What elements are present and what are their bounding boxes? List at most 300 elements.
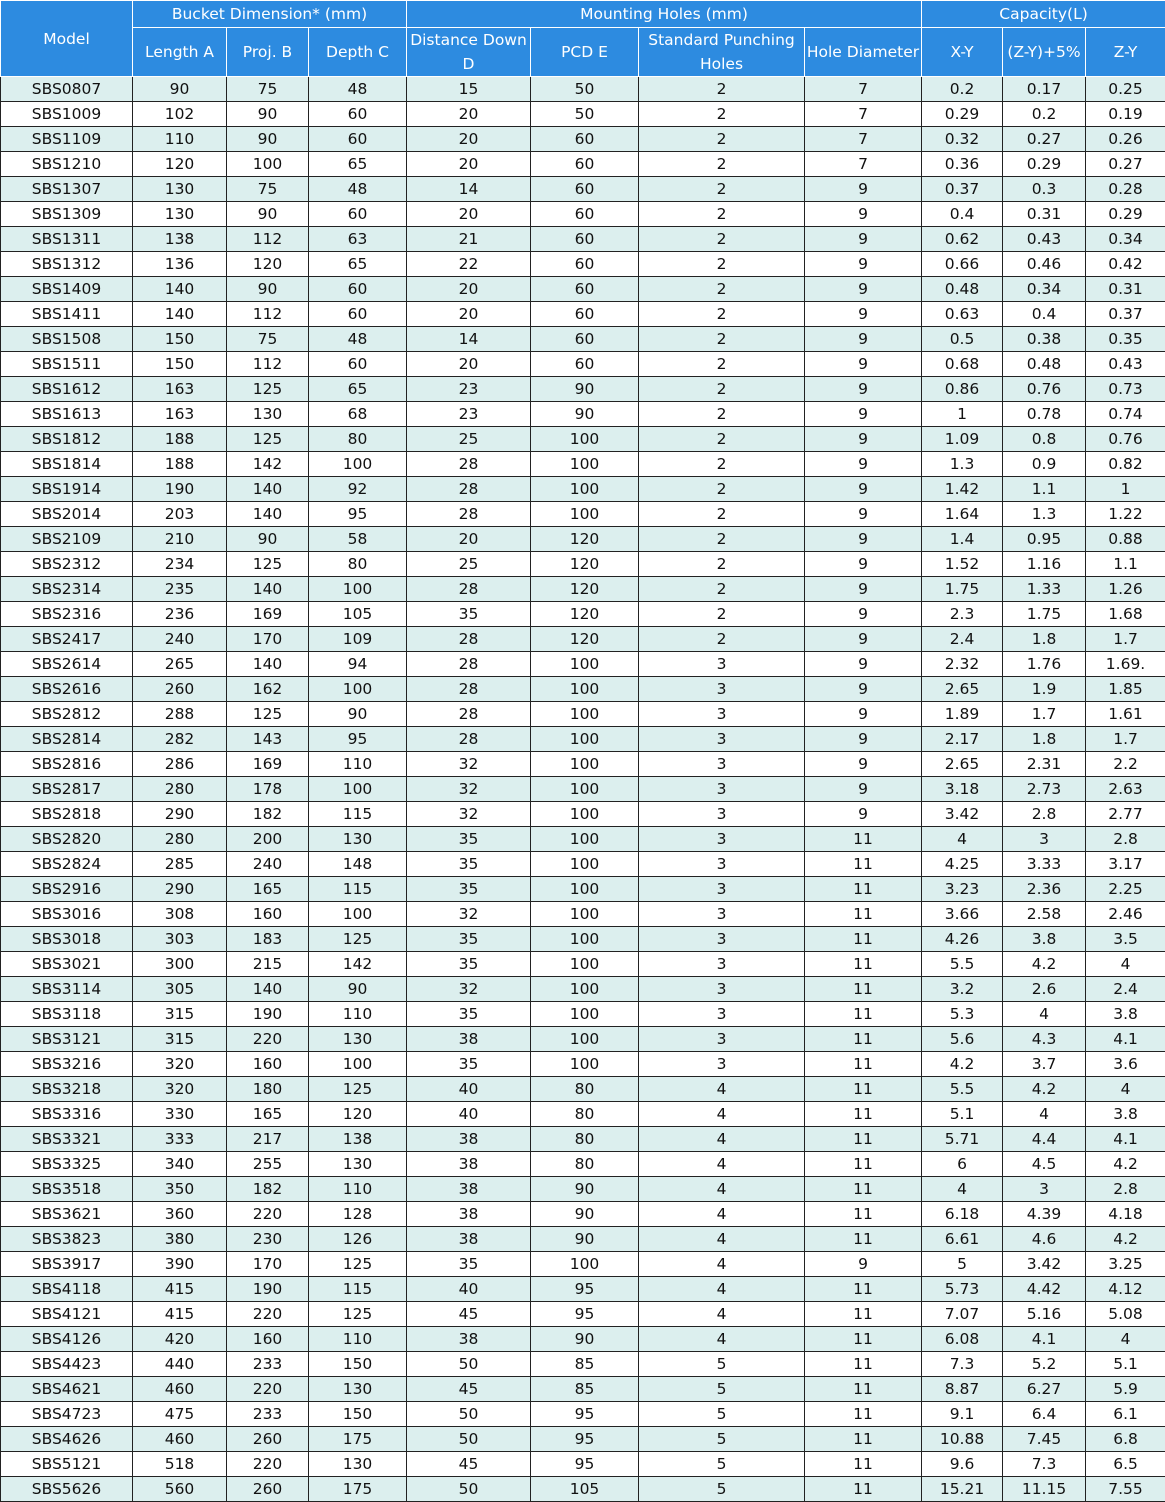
cell-punching-holes: 3: [639, 677, 805, 702]
cell-capacity-z-y-plus-5: 5.16: [1003, 1302, 1086, 1327]
cell-punching-holes: 5: [639, 1477, 805, 1502]
cell-distance-down-d: 23: [407, 402, 531, 427]
cell-capacity-x-y: 1.52: [922, 552, 1003, 577]
cell-length-a: 150: [133, 327, 227, 352]
cell-punching-holes: 3: [639, 852, 805, 877]
cell-distance-down-d: 28: [407, 477, 531, 502]
cell-model: SBS3216: [1, 1052, 133, 1077]
cell-proj-b: 140: [227, 477, 309, 502]
cell-pcd-e: 90: [531, 1202, 639, 1227]
table-row: [1, 677, 1165, 702]
cell-depth-c: 48: [309, 327, 407, 352]
cell-proj-b: 200: [227, 827, 309, 852]
cell-depth-c: 100: [309, 1052, 407, 1077]
cell-punching-holes: 3: [639, 727, 805, 752]
cell-model: SBS2312: [1, 552, 133, 577]
cell-capacity-z-y: 2.8: [1086, 1177, 1165, 1202]
cell-length-a: 90: [133, 77, 227, 102]
cell-hole-diameter: 11: [805, 1352, 922, 1377]
cell-capacity-z-y-plus-5: 4: [1003, 1102, 1086, 1127]
cell-capacity-z-y: 1.61: [1086, 702, 1165, 727]
cell-capacity-x-y: 3.18: [922, 777, 1003, 802]
cell-model: SBS4423: [1, 1352, 133, 1377]
cell-punching-holes: 2: [639, 402, 805, 427]
cell-capacity-z-y-plus-5: 0.29: [1003, 152, 1086, 177]
cell-length-a: 163: [133, 377, 227, 402]
cell-capacity-z-y: 1.22: [1086, 502, 1165, 527]
cell-capacity-z-y-plus-5: 1.33: [1003, 577, 1086, 602]
cell-capacity-z-y: 1.1: [1086, 552, 1165, 577]
cell-length-a: 110: [133, 127, 227, 152]
cell-pcd-e: 120: [531, 527, 639, 552]
cell-punching-holes: 3: [639, 902, 805, 927]
cell-proj-b: 260: [227, 1477, 309, 1502]
cell-pcd-e: 100: [531, 802, 639, 827]
header-distance-down-d: Distance Down D: [407, 28, 531, 77]
cell-hole-diameter: 11: [805, 952, 922, 977]
header-length-a: Length A: [133, 28, 227, 77]
cell-pcd-e: 120: [531, 552, 639, 577]
cell-distance-down-d: 45: [407, 1452, 531, 1477]
cell-capacity-x-y: 0.48: [922, 277, 1003, 302]
cell-capacity-x-y: 0.4: [922, 202, 1003, 227]
table-row: [1, 627, 1165, 652]
table-row: [1, 1102, 1165, 1127]
cell-hole-diameter: 11: [805, 1427, 922, 1452]
cell-capacity-z-y-plus-5: 3.42: [1003, 1252, 1086, 1277]
cell-depth-c: 115: [309, 1277, 407, 1302]
table-body: [1, 77, 1165, 1502]
cell-punching-holes: 2: [639, 477, 805, 502]
cell-model: SBS2814: [1, 727, 133, 752]
cell-model: SBS3218: [1, 1077, 133, 1102]
cell-distance-down-d: 40: [407, 1102, 531, 1127]
cell-depth-c: 110: [309, 1002, 407, 1027]
cell-capacity-z-y-plus-5: 0.46: [1003, 252, 1086, 277]
cell-distance-down-d: 28: [407, 652, 531, 677]
cell-capacity-x-y: 0.5: [922, 327, 1003, 352]
cell-pcd-e: 120: [531, 577, 639, 602]
cell-pcd-e: 60: [531, 252, 639, 277]
table-row: [1, 952, 1165, 977]
cell-proj-b: 220: [227, 1452, 309, 1477]
cell-capacity-z-y-plus-5: 4.1: [1003, 1327, 1086, 1352]
cell-model: SBS4723: [1, 1402, 133, 1427]
cell-capacity-z-y: 0.25: [1086, 77, 1165, 102]
cell-punching-holes: 3: [639, 802, 805, 827]
cell-capacity-z-y-plus-5: 2.6: [1003, 977, 1086, 1002]
cell-proj-b: 169: [227, 602, 309, 627]
cell-hole-diameter: 11: [805, 1077, 922, 1102]
cell-capacity-z-y: 0.43: [1086, 352, 1165, 377]
table-row: [1, 1477, 1165, 1502]
cell-capacity-z-y-plus-5: 4: [1003, 1002, 1086, 1027]
cell-length-a: 203: [133, 502, 227, 527]
cell-capacity-z-y: 1.7: [1086, 627, 1165, 652]
cell-capacity-z-y: 0.82: [1086, 452, 1165, 477]
cell-punching-holes: 3: [639, 1027, 805, 1052]
cell-punching-holes: 2: [639, 452, 805, 477]
cell-capacity-z-y: 2.4: [1086, 977, 1165, 1002]
cell-capacity-z-y-plus-5: 3.33: [1003, 852, 1086, 877]
cell-punching-holes: 3: [639, 877, 805, 902]
cell-distance-down-d: 28: [407, 452, 531, 477]
header-capacity-x-y: X-Y: [922, 28, 1003, 77]
table-row: [1, 1077, 1165, 1102]
cell-pcd-e: 100: [531, 927, 639, 952]
table-row: [1, 1277, 1165, 1302]
cell-depth-c: 95: [309, 502, 407, 527]
table-row: [1, 602, 1165, 627]
cell-capacity-z-y-plus-5: 3: [1003, 1177, 1086, 1202]
cell-hole-diameter: 9: [805, 602, 922, 627]
cell-punching-holes: 4: [639, 1202, 805, 1227]
cell-punching-holes: 3: [639, 927, 805, 952]
cell-pcd-e: 100: [531, 652, 639, 677]
cell-distance-down-d: 50: [407, 1427, 531, 1452]
cell-depth-c: 60: [309, 352, 407, 377]
cell-distance-down-d: 28: [407, 502, 531, 527]
cell-depth-c: 126: [309, 1227, 407, 1252]
cell-distance-down-d: 23: [407, 377, 531, 402]
cell-distance-down-d: 32: [407, 977, 531, 1002]
cell-pcd-e: 60: [531, 302, 639, 327]
cell-capacity-z-y: 2.8: [1086, 827, 1165, 852]
cell-capacity-z-y-plus-5: 0.31: [1003, 202, 1086, 227]
cell-distance-down-d: 40: [407, 1077, 531, 1102]
cell-capacity-z-y-plus-5: 0.2: [1003, 102, 1086, 127]
cell-capacity-x-y: 9.1: [922, 1402, 1003, 1427]
cell-proj-b: 170: [227, 627, 309, 652]
table-row: [1, 1127, 1165, 1152]
cell-distance-down-d: 38: [407, 1202, 531, 1227]
cell-hole-diameter: 11: [805, 1102, 922, 1127]
table-row: [1, 427, 1165, 452]
cell-proj-b: 169: [227, 752, 309, 777]
cell-punching-holes: 4: [639, 1227, 805, 1252]
cell-distance-down-d: 28: [407, 702, 531, 727]
cell-capacity-x-y: 0.63: [922, 302, 1003, 327]
cell-capacity-z-y: 4.2: [1086, 1152, 1165, 1177]
cell-capacity-z-y: 0.28: [1086, 177, 1165, 202]
cell-capacity-z-y-plus-5: 0.43: [1003, 227, 1086, 252]
cell-proj-b: 160: [227, 902, 309, 927]
cell-capacity-z-y-plus-5: 0.4: [1003, 302, 1086, 327]
cell-capacity-z-y-plus-5: 0.76: [1003, 377, 1086, 402]
cell-capacity-z-y: 0.73: [1086, 377, 1165, 402]
cell-proj-b: 180: [227, 1077, 309, 1102]
cell-pcd-e: 80: [531, 1077, 639, 1102]
cell-hole-diameter: 11: [805, 1002, 922, 1027]
table-row: [1, 227, 1165, 252]
table-header: [1, 1, 1165, 77]
cell-distance-down-d: 38: [407, 1152, 531, 1177]
cell-punching-holes: 3: [639, 752, 805, 777]
cell-hole-diameter: 9: [805, 652, 922, 677]
cell-distance-down-d: 20: [407, 527, 531, 552]
cell-length-a: 190: [133, 477, 227, 502]
cell-capacity-z-y-plus-5: 1.1: [1003, 477, 1086, 502]
cell-punching-holes: 2: [639, 152, 805, 177]
cell-distance-down-d: 20: [407, 302, 531, 327]
cell-length-a: 460: [133, 1377, 227, 1402]
table-row: [1, 127, 1165, 152]
cell-model: SBS3823: [1, 1227, 133, 1252]
cell-model: SBS1508: [1, 327, 133, 352]
cell-proj-b: 143: [227, 727, 309, 752]
cell-punching-holes: 3: [639, 952, 805, 977]
cell-capacity-z-y: 4.2: [1086, 1227, 1165, 1252]
table-row: [1, 1452, 1165, 1477]
cell-hole-diameter: 9: [805, 627, 922, 652]
cell-proj-b: 130: [227, 402, 309, 427]
cell-depth-c: 48: [309, 177, 407, 202]
cell-capacity-z-y: 4.18: [1086, 1202, 1165, 1227]
cell-hole-diameter: 9: [805, 177, 922, 202]
cell-hole-diameter: 9: [805, 277, 922, 302]
cell-capacity-z-y-plus-5: 4.2: [1003, 952, 1086, 977]
cell-length-a: 320: [133, 1077, 227, 1102]
cell-distance-down-d: 28: [407, 727, 531, 752]
cell-capacity-x-y: 0.37: [922, 177, 1003, 202]
cell-depth-c: 130: [309, 1377, 407, 1402]
cell-capacity-z-y: 4.1: [1086, 1127, 1165, 1152]
cell-pcd-e: 80: [531, 1127, 639, 1152]
cell-proj-b: 255: [227, 1152, 309, 1177]
cell-punching-holes: 2: [639, 277, 805, 302]
cell-distance-down-d: 35: [407, 952, 531, 977]
cell-model: SBS1210: [1, 152, 133, 177]
cell-pcd-e: 100: [531, 1002, 639, 1027]
cell-capacity-z-y: 4: [1086, 952, 1165, 977]
cell-capacity-z-y: 2.46: [1086, 902, 1165, 927]
cell-pcd-e: 95: [531, 1402, 639, 1427]
cell-capacity-x-y: 5.5: [922, 952, 1003, 977]
cell-hole-diameter: 9: [805, 402, 922, 427]
cell-distance-down-d: 50: [407, 1402, 531, 1427]
cell-proj-b: 90: [227, 102, 309, 127]
cell-proj-b: 112: [227, 302, 309, 327]
cell-capacity-z-y: 6.1: [1086, 1402, 1165, 1427]
cell-capacity-x-y: 4: [922, 1177, 1003, 1202]
cell-proj-b: 165: [227, 877, 309, 902]
cell-distance-down-d: 35: [407, 602, 531, 627]
cell-depth-c: 94: [309, 652, 407, 677]
cell-capacity-z-y-plus-5: 4.5: [1003, 1152, 1086, 1177]
cell-capacity-z-y: 3.17: [1086, 852, 1165, 877]
cell-proj-b: 260: [227, 1427, 309, 1452]
cell-length-a: 265: [133, 652, 227, 677]
cell-distance-down-d: 45: [407, 1377, 531, 1402]
cell-length-a: 280: [133, 827, 227, 852]
cell-length-a: 120: [133, 152, 227, 177]
cell-capacity-x-y: 2.65: [922, 752, 1003, 777]
cell-punching-holes: 2: [639, 302, 805, 327]
cell-hole-diameter: 9: [805, 777, 922, 802]
cell-depth-c: 60: [309, 127, 407, 152]
cell-pcd-e: 90: [531, 1177, 639, 1202]
cell-capacity-x-y: 5.1: [922, 1102, 1003, 1127]
cell-pcd-e: 85: [531, 1377, 639, 1402]
cell-length-a: 130: [133, 202, 227, 227]
cell-depth-c: 110: [309, 1177, 407, 1202]
cell-punching-holes: 5: [639, 1377, 805, 1402]
cell-length-a: 415: [133, 1302, 227, 1327]
cell-hole-diameter: 9: [805, 427, 922, 452]
cell-capacity-z-y: 3.8: [1086, 1102, 1165, 1127]
cell-length-a: 140: [133, 302, 227, 327]
header-model: Model: [1, 1, 133, 77]
cell-proj-b: 240: [227, 852, 309, 877]
cell-depth-c: 65: [309, 252, 407, 277]
cell-capacity-z-y: 3.5: [1086, 927, 1165, 952]
cell-capacity-z-y: 5.9: [1086, 1377, 1165, 1402]
cell-punching-holes: 2: [639, 552, 805, 577]
cell-length-a: 303: [133, 927, 227, 952]
cell-hole-diameter: 11: [805, 1327, 922, 1352]
cell-capacity-z-y-plus-5: 4.3: [1003, 1027, 1086, 1052]
cell-depth-c: 125: [309, 1302, 407, 1327]
cell-depth-c: 65: [309, 377, 407, 402]
cell-pcd-e: 100: [531, 752, 639, 777]
cell-capacity-z-y-plus-5: 1.3: [1003, 502, 1086, 527]
cell-pcd-e: 105: [531, 1477, 639, 1502]
cell-proj-b: 160: [227, 1327, 309, 1352]
cell-capacity-z-y-plus-5: 0.17: [1003, 77, 1086, 102]
table-row: [1, 1352, 1165, 1377]
table-row: [1, 252, 1165, 277]
cell-proj-b: 220: [227, 1377, 309, 1402]
cell-proj-b: 220: [227, 1302, 309, 1327]
cell-capacity-z-y: 0.88: [1086, 527, 1165, 552]
cell-proj-b: 190: [227, 1277, 309, 1302]
cell-depth-c: 110: [309, 1327, 407, 1352]
cell-model: SBS2109: [1, 527, 133, 552]
cell-punching-holes: 2: [639, 177, 805, 202]
cell-depth-c: 100: [309, 452, 407, 477]
cell-punching-holes: 3: [639, 777, 805, 802]
cell-capacity-z-y-plus-5: 4.42: [1003, 1277, 1086, 1302]
cell-pcd-e: 100: [531, 427, 639, 452]
cell-capacity-z-y: 0.26: [1086, 127, 1165, 152]
cell-proj-b: 165: [227, 1102, 309, 1127]
cell-capacity-z-y-plus-5: 4.2: [1003, 1077, 1086, 1102]
cell-depth-c: 150: [309, 1352, 407, 1377]
cell-proj-b: 140: [227, 577, 309, 602]
cell-hole-diameter: 9: [805, 352, 922, 377]
cell-capacity-z-y-plus-5: 2.31: [1003, 752, 1086, 777]
cell-hole-diameter: 11: [805, 1402, 922, 1427]
cell-hole-diameter: 11: [805, 1452, 922, 1477]
cell-distance-down-d: 14: [407, 177, 531, 202]
table-row: [1, 552, 1165, 577]
cell-punching-holes: 2: [639, 327, 805, 352]
cell-proj-b: 142: [227, 452, 309, 477]
cell-proj-b: 90: [227, 202, 309, 227]
cell-capacity-x-y: 4.2: [922, 1052, 1003, 1077]
cell-model: SBS3316: [1, 1102, 133, 1127]
cell-capacity-z-y-plus-5: 0.38: [1003, 327, 1086, 352]
cell-length-a: 305: [133, 977, 227, 1002]
cell-depth-c: 110: [309, 752, 407, 777]
header-depth-c: Depth C: [309, 28, 407, 77]
cell-capacity-x-y: 4.26: [922, 927, 1003, 952]
cell-distance-down-d: 28: [407, 577, 531, 602]
cell-pcd-e: 60: [531, 352, 639, 377]
cell-model: SBS4118: [1, 1277, 133, 1302]
cell-model: SBS2817: [1, 777, 133, 802]
cell-capacity-z-y: 0.19: [1086, 102, 1165, 127]
cell-punching-holes: 4: [639, 1252, 805, 1277]
cell-hole-diameter: 11: [805, 1152, 922, 1177]
cell-capacity-z-y: 0.31: [1086, 277, 1165, 302]
cell-distance-down-d: 35: [407, 877, 531, 902]
cell-capacity-z-y-plus-5: 4.4: [1003, 1127, 1086, 1152]
cell-proj-b: 215: [227, 952, 309, 977]
cell-capacity-z-y-plus-5: 2.8: [1003, 802, 1086, 827]
cell-hole-diameter: 9: [805, 577, 922, 602]
cell-length-a: 415: [133, 1277, 227, 1302]
cell-depth-c: 138: [309, 1127, 407, 1152]
cell-pcd-e: 90: [531, 402, 639, 427]
cell-distance-down-d: 35: [407, 827, 531, 852]
cell-proj-b: 220: [227, 1202, 309, 1227]
cell-model: SBS1009: [1, 102, 133, 127]
table-row: [1, 377, 1165, 402]
cell-capacity-x-y: 0.29: [922, 102, 1003, 127]
cell-capacity-z-y: 0.37: [1086, 302, 1165, 327]
cell-length-a: 236: [133, 602, 227, 627]
cell-distance-down-d: 38: [407, 1177, 531, 1202]
cell-distance-down-d: 40: [407, 1277, 531, 1302]
table-row: [1, 102, 1165, 127]
table-row: [1, 727, 1165, 752]
cell-capacity-z-y-plus-5: 4.6: [1003, 1227, 1086, 1252]
cell-proj-b: 160: [227, 1052, 309, 1077]
cell-capacity-z-y: 6.8: [1086, 1427, 1165, 1452]
cell-distance-down-d: 35: [407, 1002, 531, 1027]
table-row: [1, 752, 1165, 777]
cell-capacity-x-y: 6.08: [922, 1327, 1003, 1352]
cell-punching-holes: 2: [639, 352, 805, 377]
cell-length-a: 235: [133, 577, 227, 602]
cell-capacity-z-y: 5.1: [1086, 1352, 1165, 1377]
cell-punching-holes: 4: [639, 1177, 805, 1202]
cell-capacity-z-y: 4: [1086, 1077, 1165, 1102]
cell-hole-diameter: 9: [805, 677, 922, 702]
cell-capacity-z-y-plus-5: 2.73: [1003, 777, 1086, 802]
cell-pcd-e: 100: [531, 902, 639, 927]
cell-proj-b: 190: [227, 1002, 309, 1027]
table-row: [1, 327, 1165, 352]
table-row: [1, 827, 1165, 852]
cell-proj-b: 112: [227, 352, 309, 377]
cell-punching-holes: 2: [639, 102, 805, 127]
cell-pcd-e: 100: [531, 1252, 639, 1277]
cell-capacity-z-y: 1.85: [1086, 677, 1165, 702]
cell-hole-diameter: 11: [805, 1027, 922, 1052]
cell-hole-diameter: 9: [805, 302, 922, 327]
cell-punching-holes: 2: [639, 427, 805, 452]
cell-length-a: 210: [133, 527, 227, 552]
table-row: [1, 1327, 1165, 1352]
cell-proj-b: 140: [227, 652, 309, 677]
cell-pcd-e: 90: [531, 1327, 639, 1352]
cell-pcd-e: 60: [531, 227, 639, 252]
cell-model: SBS2816: [1, 752, 133, 777]
cell-model: SBS1311: [1, 227, 133, 252]
cell-length-a: 475: [133, 1402, 227, 1427]
